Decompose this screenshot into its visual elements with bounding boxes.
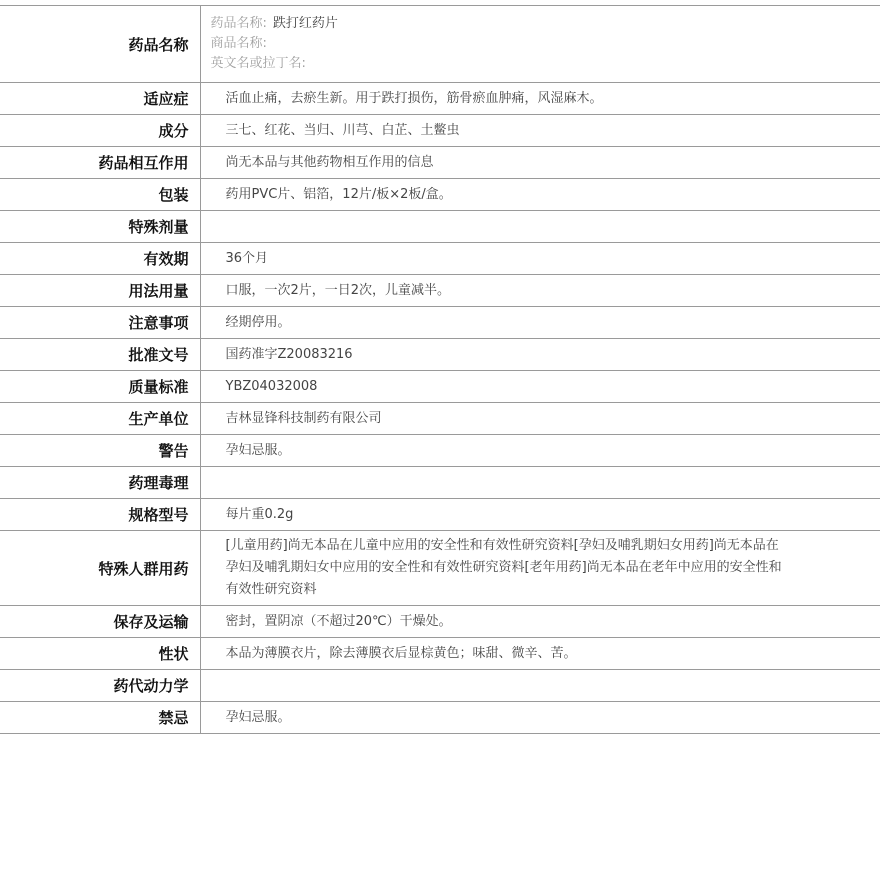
row-indications xyxy=(0,83,880,115)
row-label: 包装 xyxy=(0,179,200,211)
row-value: 每片重0.2g xyxy=(225,506,294,522)
special-populations-text: [儿童用药]尚无本品在儿童中应用的安全性和有效性研究资料[孕妇及哺乳期妇女用药]尚无本品在孕妇及哺乳期妇女中应用的安全性和有效性研究资料[老年用药]尚无本品在老年中应用的安全性和有效性研究资料 xyxy=(225,538,782,597)
english-name-line xyxy=(211,54,873,74)
row-label: 成分 xyxy=(0,115,200,147)
trade-name-key: 商品名称: xyxy=(210,36,267,51)
row-value xyxy=(200,211,880,243)
row-value: 三七、红花、当归、川芎、白芷、土鳖虫 xyxy=(225,122,460,138)
drug-info-sheet xyxy=(0,5,880,734)
row-value: 活血止痛，去瘀生新。用于跌打损伤，筋骨瘀血肿痛，风湿麻木。 xyxy=(225,90,603,106)
row-label: 保存及运输 xyxy=(0,606,200,638)
row-value: 口服，一次2片，一日2次，儿童减半。 xyxy=(225,282,451,298)
row-value: 孕妇忌服。 xyxy=(225,709,291,725)
row-drug-name xyxy=(0,6,880,83)
row-value: 密封，置阴凉（不超过20℃）干燥处。 xyxy=(225,613,452,629)
row-label: 警告 xyxy=(0,435,200,467)
row-storage-transport xyxy=(0,606,880,638)
row-value: YBZ04032008 xyxy=(225,378,318,394)
row-value: 吉林显锋科技制药有限公司 xyxy=(225,410,382,426)
row-label: 生产单位 xyxy=(0,403,200,435)
row-precautions xyxy=(0,307,880,339)
row-label: 特殊剂量 xyxy=(0,211,200,243)
row-label: 注意事项 xyxy=(0,307,200,339)
row-shelf-life xyxy=(0,243,880,275)
row-value: 本品为薄膜衣片，除去薄膜衣后显棕黄色；味甜、微辛、苦。 xyxy=(225,645,577,661)
row-special-dosage xyxy=(0,211,880,243)
row-value: 尚无本品与其他药物相互作用的信息 xyxy=(225,154,434,170)
row-label: 批准文号 xyxy=(0,339,200,371)
row-ingredients xyxy=(0,115,880,147)
row-label: 药品相互作用 xyxy=(0,147,200,179)
row-quality-standard xyxy=(0,371,880,403)
english-name-key: 英文名或拉丁名: xyxy=(210,56,306,71)
row-pharmacology-toxicology xyxy=(0,467,880,499)
row-label: 性状 xyxy=(0,638,200,670)
drug-info-table xyxy=(0,5,880,734)
row-value: 国药准字Z20083216 xyxy=(225,346,353,362)
row-manufacturer xyxy=(0,403,880,435)
row-value: 药用PVC片、铝箔，12片/板×2板/盒。 xyxy=(225,186,452,202)
row-label: 禁忌 xyxy=(0,702,200,734)
generic-name-value: 跌打红药片 xyxy=(272,16,338,31)
row-label: 药代动力学 xyxy=(0,670,200,702)
row-value xyxy=(200,467,880,499)
row-packaging xyxy=(0,179,880,211)
row-label: 用法用量 xyxy=(0,275,200,307)
row-label: 质量标准 xyxy=(0,371,200,403)
row-drug-interactions xyxy=(0,147,880,179)
row-value: 经期停用。 xyxy=(225,314,291,330)
row-label: 适应症 xyxy=(0,83,200,115)
row-label: 特殊人群用药 xyxy=(0,531,200,606)
trade-name-line xyxy=(211,34,873,54)
name-details xyxy=(200,6,880,83)
generic-name-line xyxy=(211,14,873,34)
row-specification xyxy=(0,499,880,531)
row-warning xyxy=(0,435,880,467)
row-value: 孕妇忌服。 xyxy=(225,442,291,458)
row-value xyxy=(200,531,880,606)
row-label: 药理毒理 xyxy=(0,467,200,499)
row-usage-dosage xyxy=(0,275,880,307)
row-label: 有效期 xyxy=(0,243,200,275)
row-approval-number xyxy=(0,339,880,371)
row-special-populations xyxy=(0,531,880,606)
row-pharmacokinetics xyxy=(0,670,880,702)
row-value xyxy=(200,670,880,702)
generic-name-key: 药品名称: xyxy=(210,16,267,31)
row-label: 规格型号 xyxy=(0,499,200,531)
row-label: 药品名称 xyxy=(0,6,200,83)
row-value: 36个月 xyxy=(225,250,269,266)
row-appearance xyxy=(0,638,880,670)
row-contraindications xyxy=(0,702,880,734)
